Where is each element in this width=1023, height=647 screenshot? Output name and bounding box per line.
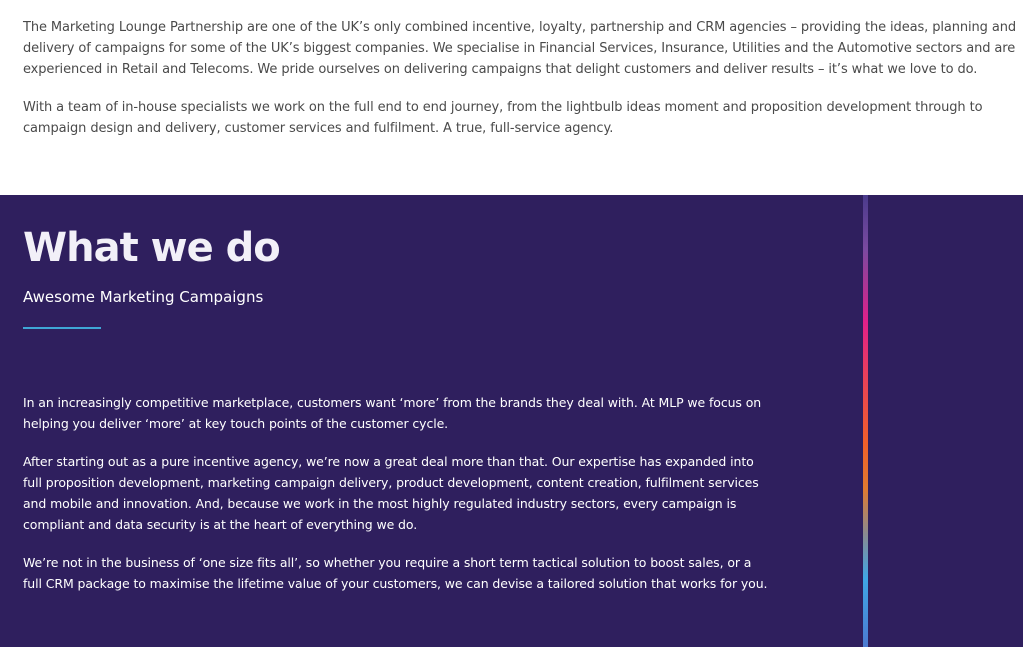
intro-section [0, 0, 1023, 195]
intro-paragraph: With a team of in-house specialists we work on the full end to end journey, from the lightbulb ideas moment and proposition development through to campaign design and delivery, customer services and fulfilment. A true, full-service agency. [23, 100, 983, 136]
body-paragraph: After starting out as a pure incentive agency, we’re now a great deal more than that. Our expertise has expanded into full proposition development, marketing campaign delivery, product development, content creation, fulfilment services and mobile and innovation. And, because we work in the most highly regulated industry sectors, every campaign is compliant and data security is at the heart of everything we do. [23, 454, 759, 532]
accent-divider [23, 327, 101, 329]
body-paragraph: We’re not in the business of ‘one size fits all’, so whether you require a short term tactical solution to boost sales, or a full CRM package to maximise the lifetime value of your customers, we can devise a tailored solution that works for you. [23, 555, 768, 591]
body-paragraph: In an increasingly competitive marketplace, customers want ‘more’ from the brands they deal with. At MLP we focus on helping you deliver ‘more’ at key touch points of the customer cycle. [23, 395, 762, 431]
section-heading: What we do [23, 225, 280, 271]
section-subheading: Awesome Marketing Campaigns [23, 288, 264, 306]
intro-paragraph: The Marketing Lounge Partnership are one of the UK’s only combined incentive, loyalty, partnership and CRM agencies – providing the ideas, planning and delivery of campaigns for some of the UK’s biggest companies. We specialise in Financial Services, Insurance, Utilities and the Automotive sectors and are experienced in Retail and Telecoms. We pride ourselves on delivering campaigns that delight customers and deliver results – it’s what we love to do. [23, 20, 1017, 77]
what-we-do-section [0, 195, 1023, 647]
decorative-gradient-bar [863, 195, 868, 647]
